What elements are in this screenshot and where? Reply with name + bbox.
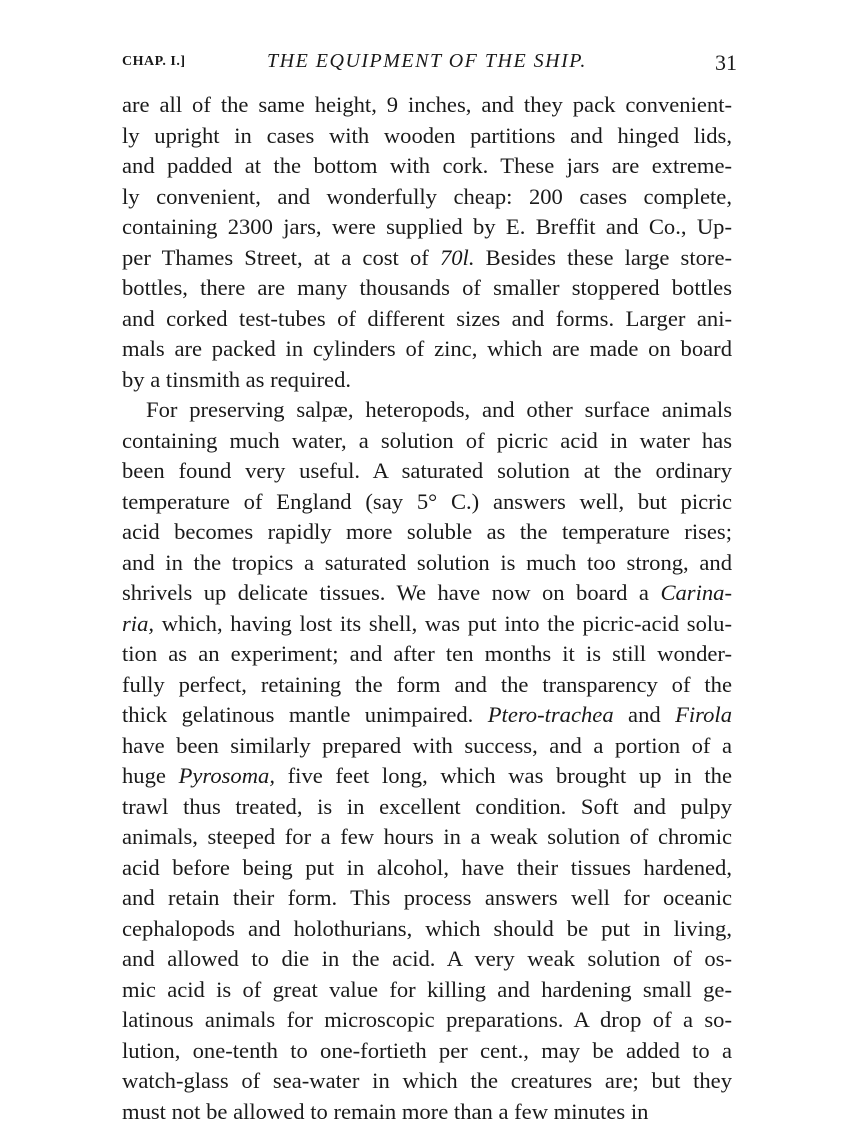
text-line: [122, 609, 732, 640]
running-title: THE EQUIPMENT OF THE SHIP.: [267, 50, 587, 72]
text-line: [122, 212, 732, 243]
text-run: acid before being put in alcohol, have their tissues hardened,: [122, 854, 732, 880]
text-run: acid becomes rapidly more soluble as the temperature rises;: [122, 519, 732, 544]
text-run: fully perfect, retaining the form and the transparency of the: [122, 671, 732, 697]
text-run: and in the tropics a saturated solution is much too strong, and: [122, 549, 732, 575]
text-run: tion as an experiment; and after ten months it is still wonder-: [122, 641, 732, 666]
running-header: [122, 50, 737, 80]
text-run: lution, one-tenth to one-fortieth per cent., may be added to a: [122, 1037, 732, 1063]
text-line: [122, 670, 732, 701]
text-line: [122, 1005, 732, 1036]
text-run: and allowed to die in the acid. A very weak solution of os-: [122, 946, 732, 971]
page-number: 31: [715, 50, 737, 75]
text-run: huge: [122, 763, 179, 788]
text-run: and retain their form. This process answers well for oceanic: [122, 885, 732, 910]
text-line: [122, 426, 732, 457]
text-line: [122, 883, 732, 914]
text-line: [122, 1066, 732, 1097]
text-run: must not be allowed to remain more than a few minutes in: [122, 1098, 649, 1124]
text-line: [122, 151, 732, 182]
italic-text-run: Firola: [675, 702, 732, 727]
text-line: [122, 182, 732, 213]
text-run: ly upright in cases with wooden partitions and hinged lids,: [122, 122, 732, 148]
text-run: cephalopods and holothurians, which should be put in living,: [122, 915, 732, 941]
text-run: and corked test-tubes of different sizes and forms. Larger ani-: [122, 305, 732, 331]
text-run: and padded at the bottom with cork. These jars are extreme-: [122, 153, 732, 178]
text-line: [122, 761, 732, 792]
text-line: [122, 548, 732, 579]
text-run: bottles, there are many thousands of smaller stoppered bottles: [122, 275, 732, 300]
text-line: [122, 365, 732, 396]
text-run: containing much water, a solution of picric acid in water has: [122, 427, 732, 453]
text-line: [122, 578, 732, 609]
chapter-label: CHAP. I.]: [122, 54, 186, 69]
text-line: [122, 975, 732, 1006]
text-run: temperature of England (say 5° C.) answers well, but picric: [122, 488, 732, 514]
body-text: [122, 90, 732, 1127]
text-line: [122, 304, 732, 335]
text-run: animals, steeped for a few hours in a weak solution of chromic: [122, 824, 732, 849]
text-line: [122, 914, 732, 945]
text-line: [122, 517, 732, 548]
text-line: [122, 334, 732, 365]
text-line: [122, 853, 732, 884]
italic-text-run: ria,: [122, 610, 155, 636]
text-run: latinous animals for microscopic preparations. A drop of a so-: [122, 1007, 732, 1032]
text-line: [122, 1036, 732, 1067]
text-run: are all of the same height, 9 inches, and they pack convenient-: [122, 92, 732, 117]
italic-text-run: Ptero-trachea: [487, 702, 614, 727]
text-line: [122, 822, 732, 853]
text-run: containing 2300 jars, were supplied by E. Breffit and Co., Up-: [122, 214, 732, 239]
text-line: [122, 487, 732, 518]
text-line: [122, 90, 732, 121]
text-run: Besides these large store-: [474, 244, 732, 270]
text-run: trawl thus treated, is in excellent condition. Soft and pulpy: [122, 793, 732, 819]
italic-text-run: Pyrosoma,: [178, 763, 275, 788]
text-line: [122, 121, 732, 152]
text-run: been found very useful. A saturated solution at the ordinary: [122, 458, 732, 483]
text-run: and: [613, 702, 676, 727]
text-run: ly convenient, and wonderfully cheap: 200 cases complete,: [122, 183, 732, 209]
text-run: five feet long, which was brought up in the: [275, 763, 732, 788]
text-line: [122, 395, 732, 426]
text-line: [122, 243, 732, 274]
text-line: [122, 456, 732, 487]
text-run: have been similarly prepared with success, and a portion of a: [122, 732, 732, 758]
text-run: per Thames Street, at a cost of: [122, 244, 440, 270]
text-run: For preserving salpæ, heteropods, and other surface animals: [146, 397, 732, 422]
text-run: by a tinsmith as required.: [122, 366, 352, 392]
text-run: watch-glass of sea-water in which the creatures are; but they: [122, 1068, 732, 1093]
text-line: [122, 731, 732, 762]
text-line: [122, 944, 732, 975]
text-line: [122, 639, 732, 670]
italic-text-run: Carina-: [660, 580, 732, 605]
text-run: which, having lost its shell, was put into the picric-acid solu-: [154, 610, 732, 636]
text-line: [122, 792, 732, 823]
text-run: thick gelatinous mantle unimpaired.: [122, 702, 488, 727]
text-run: shrivels up delicate tissues. We have now on board a: [122, 580, 661, 605]
text-line: [122, 273, 732, 304]
italic-text-run: 70l.: [439, 244, 475, 270]
text-run: mic acid is of great value for killing and hardening small ge-: [122, 976, 732, 1002]
text-line: [122, 1097, 732, 1128]
text-line: [122, 700, 732, 731]
text-run: mals are packed in cylinders of zinc, which are made on board: [122, 336, 732, 361]
